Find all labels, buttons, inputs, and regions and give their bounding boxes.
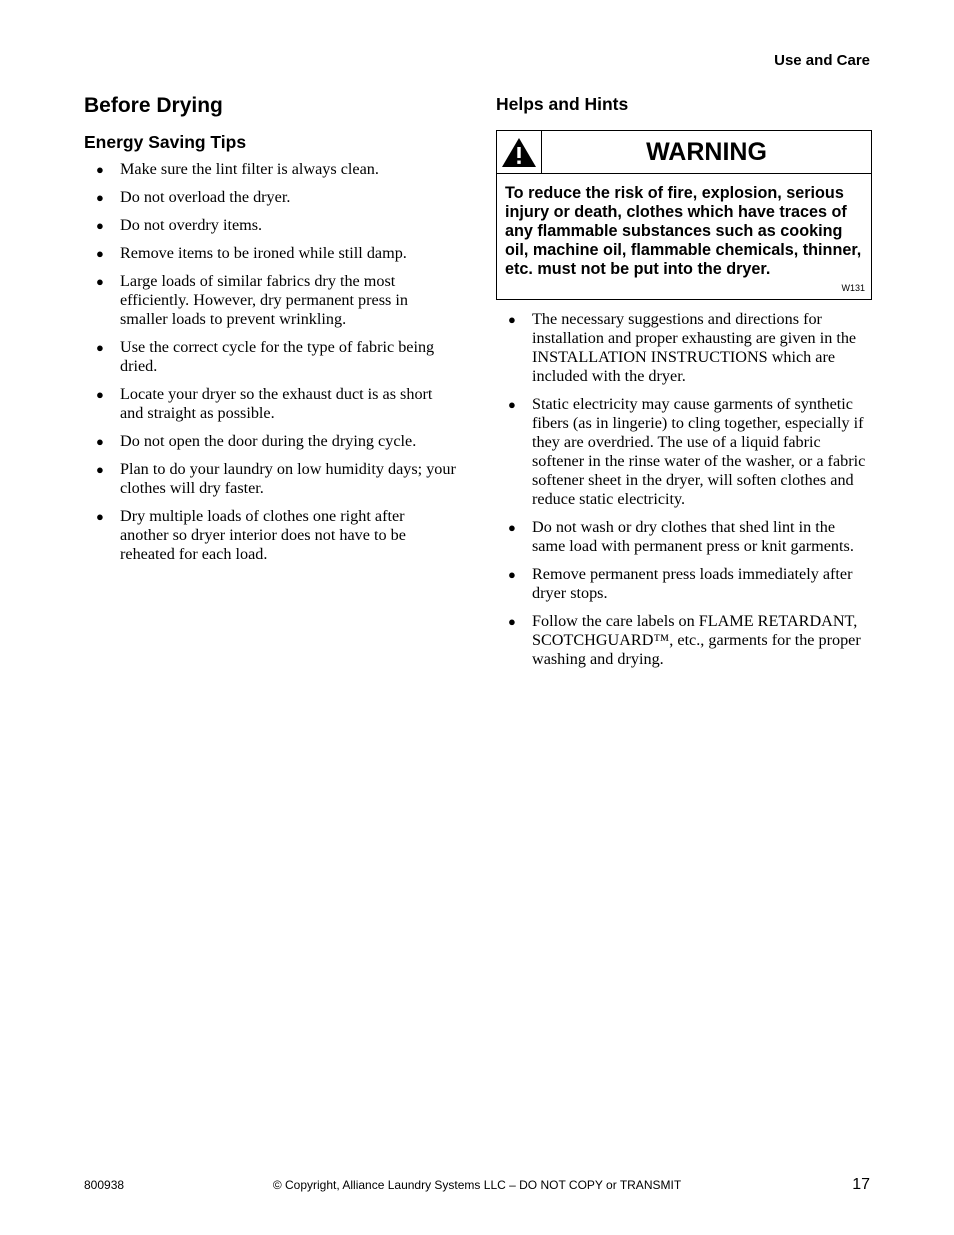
- warning-text: To reduce the risk of fire, explosion, serious injury or death, clothes which have traces of any flammable substances such as cooking oil, machine oil, flammable chemicals, thinner, etc. must not be put into the dryer.: [505, 184, 862, 278]
- warning-triangle-icon: [497, 131, 542, 173]
- list-item-text: Do not overload the dryer.: [120, 188, 291, 206]
- left-column: [84, 92, 456, 573]
- warning-box: [496, 130, 872, 300]
- bullet-icon: ●: [96, 218, 104, 233]
- energy-tips-list: [84, 160, 456, 564]
- energy-tips-heading: Energy Saving Tips: [84, 132, 247, 152]
- list-item: [496, 395, 872, 509]
- list-item: [84, 385, 456, 423]
- list-item: [496, 518, 872, 556]
- list-item-text: The necessary suggestions and directions for installation and proper exhausting are given in the INSTALLATION INSTRUCTIONS which are included with the dryer.: [532, 310, 857, 385]
- bullet-icon: ●: [508, 567, 516, 582]
- bullet-icon: ●: [96, 387, 104, 402]
- bullet-icon: ●: [96, 246, 104, 261]
- bullet-icon: ●: [508, 397, 516, 412]
- helps-hints-heading: Helps and Hints: [496, 94, 629, 114]
- bullet-icon: ●: [96, 434, 104, 449]
- list-item: [84, 507, 456, 564]
- warning-title: WARNING: [646, 137, 767, 166]
- list-item-text: Remove permanent press loads immediately after dryer stops.: [532, 565, 853, 602]
- helps-hints-list: [496, 310, 872, 669]
- right-column: [496, 92, 872, 678]
- list-item: [84, 160, 456, 179]
- page-number: 17: [852, 1176, 870, 1193]
- list-item-text: Do not open the door during the drying cycle.: [120, 432, 417, 450]
- list-item-text: Use the correct cycle for the type of fabric being dried.: [120, 338, 435, 375]
- list-item-text: Follow the care labels on FLAME RETARDANT, SCOTCHGUARD™, etc., garments for the proper washing and drying.: [532, 612, 861, 668]
- warning-code: W131: [841, 283, 865, 293]
- list-item-text: Locate your dryer so the exhaust duct is as short and straight as possible.: [120, 385, 433, 422]
- list-item: [84, 188, 456, 207]
- list-item: [84, 244, 456, 263]
- list-item: [84, 216, 456, 235]
- list-item: [496, 310, 872, 386]
- copyright-notice: © Copyright, Alliance Laundry Systems LLC – DO NOT COPY or TRANSMIT: [272, 1178, 682, 1192]
- list-item-text: Static electricity may cause garments of synthetic fibers (as in lingerie) to cling together, especially if they are overdried. The use of a liquid fabric softener in the rinse water of the washer, or a fabric softener sheet in the dryer, will soften clothes and reduce static electricity.: [532, 395, 866, 508]
- list-item-text: Large loads of similar fabrics dry the most efficiently. However, dry permanent press in smaller loads to prevent wrinkling.: [120, 272, 408, 328]
- running-header: Use and Care: [774, 52, 870, 69]
- list-item-text: Make sure the lint filter is always clean.: [120, 160, 379, 178]
- list-item: [84, 338, 456, 376]
- document-number: 800938: [84, 1178, 125, 1192]
- list-item: [84, 460, 456, 498]
- list-item: [496, 612, 872, 669]
- list-item: [84, 432, 456, 451]
- list-item-text: Dry multiple loads of clothes one right after another so dryer interior does not have to be reheated for each load.: [120, 507, 406, 563]
- bullet-icon: ●: [96, 162, 104, 177]
- list-item: [496, 565, 872, 603]
- list-item-text: Do not wash or dry clothes that shed lint in the same load with permanent press or knit garments.: [532, 518, 854, 555]
- bullet-icon: ●: [96, 462, 104, 477]
- bullet-icon: ●: [508, 614, 516, 629]
- bullet-icon: ●: [96, 274, 104, 289]
- bullet-icon: ●: [96, 509, 104, 524]
- bullet-icon: ●: [96, 340, 104, 355]
- list-item-text: Do not overdry items.: [120, 216, 263, 234]
- warning-header: [497, 131, 871, 174]
- list-item: [84, 272, 456, 329]
- list-item-text: Plan to do your laundry on low humidity days; your clothes will dry faster.: [120, 460, 456, 497]
- page-footer: [84, 1176, 870, 1196]
- bullet-icon: ●: [508, 312, 516, 327]
- bullet-icon: ●: [508, 520, 516, 535]
- list-item-text: Remove items to be ironed while still damp.: [120, 244, 407, 262]
- section-title: Before Drying: [84, 94, 223, 117]
- bullet-icon: ●: [96, 190, 104, 205]
